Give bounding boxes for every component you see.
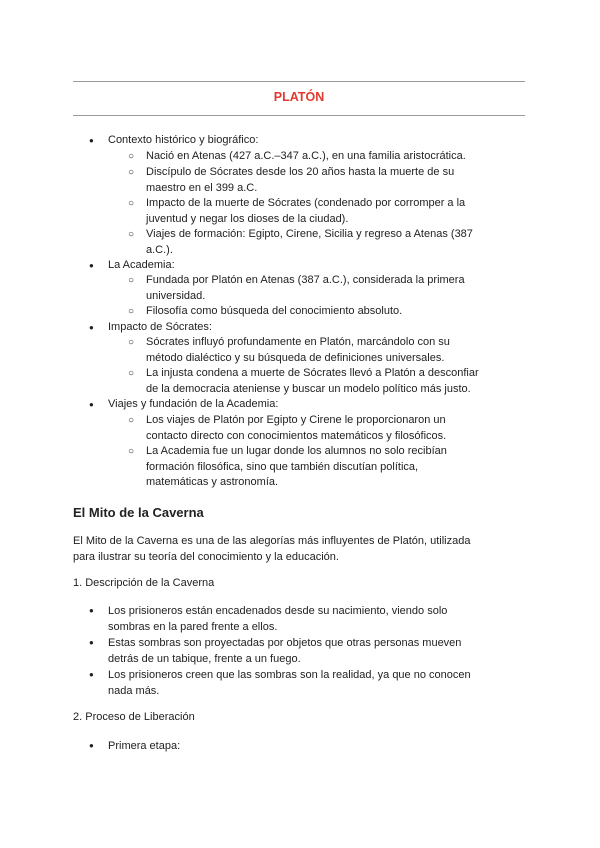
- outline-academia-label: La Academia:: [108, 259, 175, 271]
- list-item: Nació en Atenas (427 a.C.–347 a.C.), en una familia aristocrática.: [146, 150, 466, 162]
- sub-bullet-icon: ○: [128, 337, 135, 348]
- top-rule: [73, 81, 525, 82]
- bullet-icon: ●: [89, 606, 94, 615]
- subsection-title-1: 1. Descripción de la Caverna: [73, 577, 215, 589]
- list-item: Sócrates influyó profundamente en Platón, marcándolo con su método dialéctico y su búsqueda de definiciones universales.: [146, 336, 450, 364]
- list-item: Los prisioneros creen que las sombras son la realidad, ya que no conocen nada más.: [108, 669, 471, 697]
- list-item: Impacto de la muerte de Sócrates (condenado por corromper a la juventud y negar los dioses de la ciudad).: [146, 197, 466, 225]
- sub-bullet-icon: ○: [128, 198, 135, 209]
- bullet-icon: ●: [89, 136, 94, 145]
- sub-bullet-icon: ○: [128, 306, 135, 317]
- sub-bullet-icon: ○: [128, 167, 135, 178]
- list-item: La injusta condena a muerte de Sócrates llevó a Platón a desconfiar de la democracia ateniense y buscar un modelo político más justo.: [146, 367, 479, 395]
- list-item: Primera etapa:: [108, 740, 181, 752]
- outline-impacto-label: Impacto de Sócrates:: [108, 321, 212, 333]
- outline-context-label: Contexto histórico y biográfico:: [108, 134, 259, 146]
- outline-viajes-label: Viajes y fundación de la Academia:: [108, 398, 279, 410]
- intro-paragraph: El Mito de la Caverna es una de las alegorías más influyentes de Platón, utilizada para ilustrar su teoría del conocimiento y la educación.: [73, 535, 471, 563]
- page-title: PLATÓN: [273, 90, 325, 104]
- list-item: La Academia fue un lugar donde los alumnos no solo recibían formación filosófica, sino que también discutían política, matemáticas y astronomía.: [146, 445, 447, 488]
- sub-bullet-icon: ○: [128, 415, 135, 426]
- bullet-icon: ●: [89, 261, 94, 270]
- bullet-icon: ●: [89, 670, 94, 679]
- title-rule: [73, 115, 525, 116]
- sub-bullet-icon: ○: [128, 229, 135, 240]
- list-item: Los prisioneros están encadenados desde su nacimiento, viendo solo sombras en la pared frente a ellos.: [108, 605, 448, 633]
- bullet-icon: ●: [89, 638, 94, 647]
- list-item: Los viajes de Platón por Egipto y Cirene le proporcionaron un contacto directo con conocimientos matemáticos y filosóficos.: [146, 414, 447, 442]
- section-heading: El Mito de la Caverna: [73, 505, 204, 520]
- list-item: Viajes de formación: Egipto, Cirene, Sicilia y regreso a Atenas (387 a.C.).: [146, 228, 473, 256]
- bullet-icon: ●: [89, 400, 94, 409]
- sub-bullet-icon: ○: [128, 151, 135, 162]
- sub-bullet-icon: ○: [128, 275, 135, 286]
- list-item: Discípulo de Sócrates desde los 20 años hasta la muerte de su maestro en el 399 a.C.: [146, 166, 455, 194]
- bullet-icon: ●: [89, 741, 94, 750]
- list-item: Fundada por Platón en Atenas (387 a.C.), considerada la primera universidad.: [146, 274, 465, 302]
- list-item: Estas sombras son proyectadas por objetos que otras personas mueven detrás de un tabique, frente a un fuego.: [108, 637, 462, 665]
- sub-bullet-icon: ○: [128, 368, 135, 379]
- sub-bullet-icon: ○: [128, 446, 135, 457]
- bullet-icon: ●: [89, 323, 94, 332]
- list-item: Filosofía como búsqueda del conocimiento absoluto.: [146, 305, 403, 317]
- subsection-title-2: 2. Proceso de Liberación: [73, 711, 195, 723]
